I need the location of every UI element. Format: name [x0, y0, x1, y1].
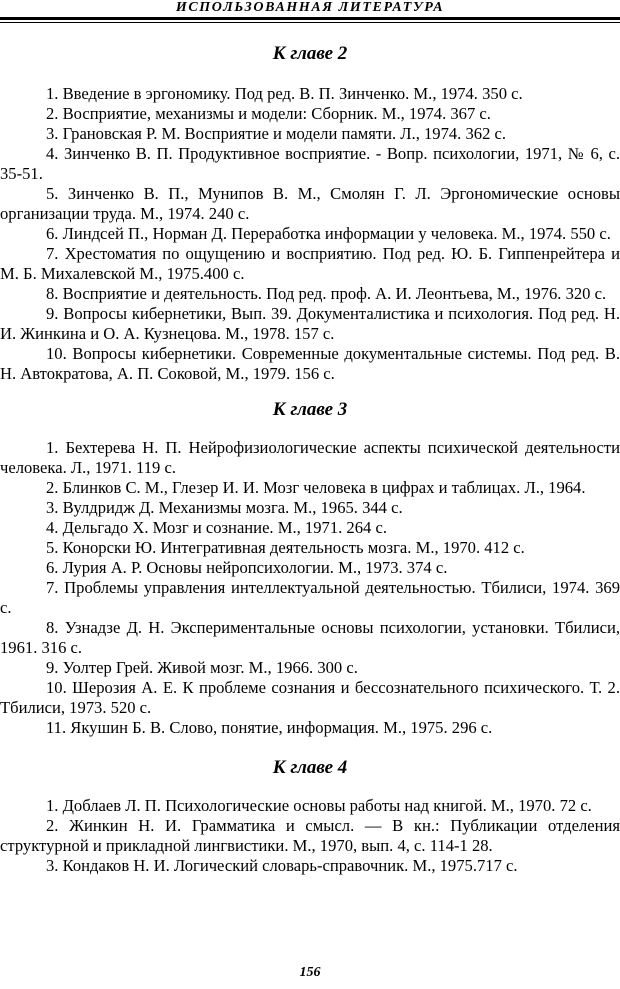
section-title: К главе 4 [272, 757, 348, 778]
section-chapter-2 [0, 42, 620, 384]
reference-entry: 9. Уолтер Грей. Живой мозг. М., 1966. 300 с. [46, 658, 358, 677]
reference-entry: 3. Кондаков Н. И. Логический словарь-справочник. М., 1975.717 с. [46, 856, 518, 875]
reference-entry: 7. Проблемы управления интеллектуальной деятельностью. Тбилиси, 1974. 369 с. [0, 578, 620, 617]
reference-entry: 6. Линдсей П., Норман Д. Переработка информации у человека. М., 1974. 550 с. [46, 224, 611, 243]
section-title: К главе 2 [272, 43, 348, 64]
reference-entry: 3. Грановская Р. М. Восприятие и модели памяти. Л., 1974. 362 с. [46, 124, 507, 143]
header-rule-thin [0, 22, 620, 23]
reference-entry: 2. Жинкин Н. И. Грамматика и смысл. — В кн.: Публикации отделения структурной и прикладной лингвистики. М., 1970, вып. 4, с. 114-1 28. [0, 816, 620, 855]
reference-entry: 8. Восприятие и деятельность. Под ред. проф. А. И. Леонтьева, М., 1976. 320 с. [46, 284, 607, 303]
reference-entry: 8. Узнадзе Д. Н. Экспериментальные основы психологии, установки. Тбилиси, 1961. 316 с. [0, 618, 620, 657]
reference-entry: 2. Блинков С. М., Глезер И. И. Мозг человека в цифрах и таблицах. Л., 1964. [46, 478, 586, 497]
reference-entry: 5. Зинченко В. П., Мунипов В. М., Смолян Г. Л. Эргономические основы организации труда. М., 1974. 240 с. [0, 184, 620, 223]
header-rule-thick [0, 17, 620, 20]
reference-entry: 9. Вопросы кибернетики, Вып. 39. Документалистика и психология. Под ред. Н. И. Жинкина и О. А. Кузнецова. М., 1978. 157 с. [0, 304, 620, 343]
reference-entry: 4. Дельгадо X. Мозг и сознание. М., 1971. 264 с. [46, 518, 387, 537]
reference-entry: 6. Лурия А. Р. Основы нейропсихологии. М., 1973. 374 с. [46, 558, 448, 577]
page-number: 156 [299, 965, 321, 980]
reference-entry: 1. Бехтерева Н. П. Нейрофизиологические аспекты психической деятельности человека. Л., 1971. 119 с. [0, 438, 620, 477]
reference-entry: 7. Хрестоматия по ощущению и восприятию. Под ред. Ю. Б. Гиппенрейтера и М. Б. Михалевской М., 1975.400 с. [0, 244, 620, 283]
reference-entry: 10. Шерозия А. Е. К проблеме сознания и бессознательного психического. Т. 2. Тбилиси, 1973. 520 с. [0, 678, 620, 717]
section-chapter-4 [0, 756, 620, 876]
reference-entry: 2. Восприятие, механизмы и модели: Сборник. М., 1974. 367 с. [46, 104, 491, 123]
section-chapter-3 [0, 398, 620, 738]
reference-entry: 1. Введение в эргономику. Под ред. В. П. Зинченко. М., 1974. 350 с. [46, 84, 523, 103]
bibliography [0, 40, 620, 876]
section-title: К главе 3 [272, 399, 348, 420]
reference-entry: 10. Вопросы кибернетики. Современные документальные системы. Под ред. В. Н. Автократова, А. П. Соковой, М., 1979. 156 с. [0, 344, 620, 383]
running-head: ИСПОЛЬЗОВАННАЯ ЛИТЕРАТУРА [175, 0, 445, 15]
reference-entry: 3. Вулдридж Д. Механизмы мозга. М., 1965. 344 с. [46, 498, 403, 517]
reference-entry: 5. Конорски Ю. Интегративная деятельность мозга. М., 1970. 412 с. [46, 538, 525, 557]
reference-entry: 11. Якушин Б. В. Слово, понятие, информация. М., 1975. 296 с. [46, 718, 493, 737]
reference-entry: 1. Доблаев Л. П. Психологические основы работы над книгой. М., 1970. 72 с. [46, 796, 592, 815]
reference-entry: 4. Зинченко В. П. Продуктивное восприятие. - Вопр. психологии, 1971, № 6, с. 35-51. [0, 144, 620, 183]
